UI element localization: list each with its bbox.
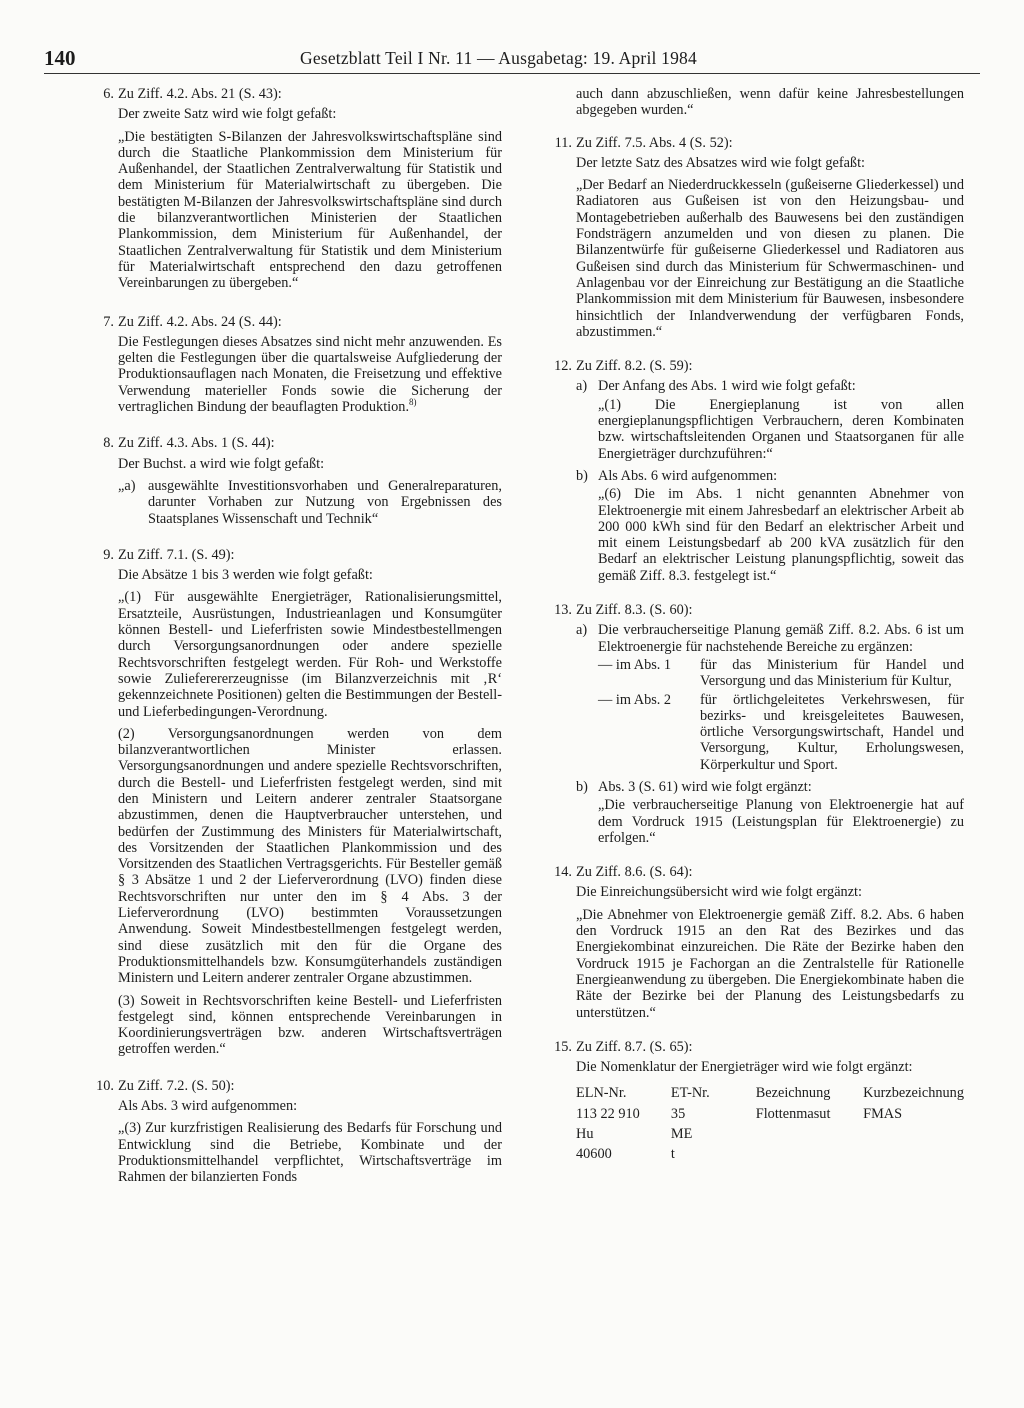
item-15 (548, 1039, 964, 1165)
item-intro: Der letzte Satz des Absatzes wird wie folgt gefaßt: (576, 154, 866, 171)
running-title: Gesetzblatt Teil I Nr. 11 — Ausgabetag: 19. April 1984 (300, 48, 697, 68)
item-heading: Zu Ziff. 8.3. (S. 60): (576, 602, 693, 619)
cell-et: 35 (670, 1105, 686, 1122)
col-header-eln: ELN-Nr. (576, 1085, 627, 1102)
cell-me: t (670, 1146, 675, 1163)
cell-eln: 113 22 910 (576, 1105, 640, 1122)
item-number: 6. (103, 86, 114, 102)
item-heading: Zu Ziff. 8.7. (S. 65): (576, 1038, 693, 1055)
item-heading: Zu Ziff. 7.5. Abs. 4 (S. 52): (576, 134, 733, 151)
item-9 (90, 547, 502, 1058)
subpoint-body (598, 779, 964, 846)
item-text-body: Die Festlegungen dieses Absatzes sind nicht mehr anzuwenden. Es gelten die Festlegungen über die quartalsweise Aufgliederung der Produktionsauflagen nach Monaten, die Freisetzung und effektive Verwendung materieller Fonds sowie die Sicherung der vertraglichen Bindung der beauflagten Produktion. (118, 333, 502, 416)
item-heading: Zu Ziff. 7.2. (S. 50): (118, 1077, 235, 1094)
left-column (90, 86, 502, 1202)
item-subpoint-a (118, 478, 502, 527)
subpoint-body (598, 622, 964, 773)
subpoint-quote: „Die verbraucherseitige Planung von Elektroenergie hat auf dem Vordruck 1915 (Leistungsplan für Elektroenergie) zu erfolgen.“ (598, 797, 964, 846)
item-paragraph-1: „(1) Für ausgewählte Energieträger, Rationalisierungsmittel, Ersatzteile, Ausrüstungen, Industrieanlagen und Konsumgüter können Bestell- und Lieferfristen sowie Mindestbestellmengen durch Versorgungsanordnungen oder andere spezielle Rechtsvorschriften festgelegt werden. Für Roh- und Werkstoffe sowie Zulieferererzeugnisse (im Bilanzverzeichnis mit ‚R‘ gekennzeichnete Positionen) gelten die Bestimmungen der Bestell- und Lieferbedingungen-Verordnung. (118, 589, 502, 720)
item-heading: Zu Ziff. 4.3. Abs. 1 (S. 44): (118, 435, 275, 452)
subpoint-quote: „(6) Die im Abs. 1 nicht genannten Abnehmer von Elektroenergie mit einem Jahresbedarf an elektrischer Arbeit ab 200 000 kWh sind für den Bedarf an elektrischer Arbeit und mit einem Leistungsbedarf ab 200 kVA zusätzlich für den Bedarf an elektrischer Leistung planungspflichtig, soweit das gemäß Ziff. 8.3. festgelegt ist.“ (598, 486, 964, 584)
table-row (576, 1104, 964, 1124)
dash-label: — im Abs. 1 (598, 656, 672, 673)
item-14 (548, 864, 964, 1021)
item-number: 9. (103, 546, 114, 563)
item-intro: Der zweite Satz wird wie folgt gefaßt: (118, 106, 337, 123)
item-paragraph-3: (3) Soweit in Rechtsvorschriften keine Bestell- und Lieferfristen festgelegt sind, können entsprechende Vereinbarungen in Koordinierungsverträgen bzw. anderen Wirtschaftsverträgen getroffen werden.“ (118, 992, 502, 1058)
item-number: 14. (554, 864, 572, 881)
subpoint-intro: Abs. 3 (S. 61) wird wie folgt ergänzt: (598, 778, 812, 795)
item-11 (548, 135, 964, 341)
item-8 (90, 435, 502, 526)
item-paragraph-2: (2) Versorgungsanordnungen werden von dem bilanzverantwortlichen Minister erlassen. Versorgungsanordnungen und andere spezielle Rechtsvorschriften, durch die Bestell- und Lieferfristen festgelegt werden, sind mit den Ministern und Leitern anderer zentraler Staatsorgane abzustimmen, denen die Hauptverbraucher unterstehen, und bedürfen der Zustimmung des Ministers für Materialwirtschaft, des Vorsitzenden der Staatlichen Plankommission und des Vorsitzenden des Staatlichen Vertragsgerichts. Für Besteller gemäß § 3 Absätze 1 und 2 der Lieferverordnung (LVO) finden diese Rechtsvorschriften nur unter den im § 4 Abs. 3 der Lieferverordnung (LVO) bestimmten Voraussetzungen Anwendung. Soweit Mindestbestellmengen festgelegt werden, sind diese zusätzlich mit den für die Organe des Produktionsmittelhandels bzw. Konsumgüterhandels zuständigen Ministern und Leitern anderer zentraler Organe abzustimmen. (118, 725, 502, 987)
col-header-me: ME (670, 1126, 693, 1143)
item-text (118, 334, 502, 415)
item-10-continuation (548, 86, 964, 119)
item-intro: Die Nomenklatur der Energieträger wird wie folgt ergänzt: (576, 1059, 913, 1076)
col-header-et: ET-Nr. (670, 1085, 710, 1102)
col-header-hu: Hu (576, 1126, 594, 1143)
item-intro: Die Einreichungsübersicht wird wie folgt ergänzt: (576, 884, 862, 901)
dash-text: für örtlichgeleitetes Verkehrswesen, für bezirks- und kreisgeleitetes Bauwesen, örtliche Versorgungswirtschaft, Handel und Versorgung, Kultur, Erholungswesen, Körperkultur und Sport. (700, 691, 964, 773)
cell-bezeichnung: Flottenmasut (755, 1105, 831, 1122)
item-10 (90, 1078, 502, 1186)
item-number: 7. (103, 313, 114, 330)
item-quote: „Die Abnehmer von Elektroenergie gemäß Ziff. 8.2. Abs. 6 haben den Vordruck 1915 an den Rat des Bezirkes und das Energiekombinat einzureichen. Die Räte der Bezirke haben den Vordruck 1915 je Fachorgan an die Zentralstelle für Rationelle Energieanwendung zu übergeben. Die Energiekombinate haben die Räte der Bezirke bei der Planung des Leistungsbedarfs zu unterstützen.“ (576, 906, 964, 1021)
page-header (0, 40, 1024, 74)
item-subpoint-b (576, 779, 964, 846)
item-intro: Die Absätze 1 bis 3 werden wie folgt gefaßt: (118, 567, 373, 584)
table-header-row (576, 1083, 964, 1103)
cell-kurzbezeichnung: FMAS (863, 1105, 903, 1122)
dash-text: für das Ministerium für Handel und Versorgung und das Ministerium für Kultur, (700, 656, 964, 690)
item-quote-continued: auch dann abzuschließen, wenn dafür keine Jahresbestellungen abgegeben wurden.“ (576, 86, 964, 119)
subpoint-quote: „(1) Die Energieplanung ist von allen energieplanungspflichtigen Verbrauchern, deren Kombinaten bzw. wirtschaftsleitenden Organen und Staatsorganen für alle Energieträger durchzuführen:“ (598, 396, 964, 462)
item-heading: Zu Ziff. 8.2. (S. 59): (576, 358, 693, 375)
item-intro: Als Abs. 3 wird aufgenommen: (118, 1098, 298, 1115)
item-quote: „Die bestätigten S-Bilanzen der Jahresvolkswirtschaftspläne sind durch die Staatliche Plankommission dem Ministerium für Außenhandel, der Staatlichen Zentralverwaltung für Statistik und dem Ministerium für Materialwirtschaft zu übergeben. Die bestätigten M-Bilanzen der Jahresvolkswirtschaftspläne sind durch die bilanzverantwortlichen Ministerien der Staatlichen Plankommission, dem Ministerium für Außenhandel, der Staatlichen Zentralverwaltung für Statistik und dem Ministerium für Materialwirtschaft entsprechend den dazu getroffenen Vereinbarungen zu übergeben.“ (118, 128, 502, 292)
subpoint-body (598, 468, 964, 584)
subpoint-letter: a) (576, 378, 588, 395)
right-column (548, 86, 964, 1181)
subpoint-intro: Als Abs. 6 wird aufgenommen: (598, 467, 778, 484)
col-header-bezeichnung: Bezeichnung (755, 1085, 831, 1102)
subpoint-letter: b) (576, 467, 588, 484)
item-number: 10. (96, 1077, 114, 1094)
cell-hu: 40600 (576, 1146, 612, 1163)
item-number: 11. (554, 134, 572, 151)
item-7 (90, 314, 502, 416)
item-heading: Zu Ziff. 4.2. Abs. 24 (S. 44): (118, 313, 282, 330)
dash-item-abs-1 (598, 657, 964, 690)
item-subpoint-a (576, 622, 964, 773)
dash-label: — im Abs. 2 (598, 691, 672, 708)
item-heading: Zu Ziff. 4.2. Abs. 21 (S. 43): (118, 86, 282, 102)
item-intro: Der Buchst. a wird wie folgt gefaßt: (118, 455, 325, 472)
table-header-row-2 (576, 1124, 964, 1144)
subpoint-letter: a) (576, 622, 588, 639)
dash-item-abs-2 (598, 692, 964, 773)
item-subpoint-a (576, 378, 964, 461)
subpoint-intro: Der Anfang des Abs. 1 wird wie folgt gefaßt: (598, 378, 856, 395)
subpoint-body (598, 378, 964, 461)
item-13 (548, 602, 964, 846)
item-number: 15. (554, 1038, 572, 1055)
footnote-mark: 8) (409, 397, 417, 408)
item-heading: Zu Ziff. 7.1. (S. 49): (118, 546, 235, 563)
item-quote: „(3) Zur kurzfristigen Realisierung des Bedarfs für Forschung und Entwicklung sind die Betriebe, Kombinate und der Produktionsmittelhandel verpflichtet, Wirtschaftsverträge im Rahmen der bilanzierten Fonds (118, 1120, 502, 1186)
energy-carrier-table (576, 1083, 964, 1164)
subpoint-letter: b) (576, 778, 588, 795)
item-number: 12. (554, 358, 572, 375)
subpoint-text: Die verbraucherseitige Planung gemäß Ziff. 8.2. Abs. 6 ist um Elektroenergie für nachstehende Bereiche zu ergänzen: (598, 622, 964, 655)
item-6 (90, 86, 502, 292)
item-12 (548, 358, 964, 584)
subpoint-text: ausgewählte Investitionsvorhaben und Generalreparaturen, darunter Vorhaben zur Nutzung von Ergebnissen des Staatsplanes Wissenschaft und Technik“ (148, 477, 502, 527)
header-rule (44, 73, 980, 74)
item-quote: „Der Bedarf an Niederdruckkesseln (gußeiserne Gliederkessel) und Radiatoren aus Gußeisen ist von den Heizungsbau- und Montagebetrieben außerhalb des Bauwesens bei den zuständigen Fondsträgern anzumelden und von diesen zu planen. Die Bilanzentwürfe für gußeiserne Gliederkessel und Radiatoren aus Gußeisen sind durch das Ministerium für Schwermaschinen- und Anlagenbau vor der Einreichung zur Bestätigung an die Staatliche Plankommission mit dem Ministerium für Bauwesen, insbesondere hinsichtlich der Inlandverwendung der verfügbaren Fonds, abzustimmen.“ (576, 177, 964, 340)
item-subpoint-b (576, 468, 964, 584)
item-number: 8. (103, 435, 114, 452)
col-header-kurzbezeichnung: Kurzbezeichnung (863, 1085, 964, 1102)
item-number: 13. (554, 602, 572, 619)
page-number: 140 (44, 46, 76, 70)
item-heading: Zu Ziff. 8.6. (S. 64): (576, 864, 693, 881)
subpoint-letter: „a) (118, 477, 136, 494)
table-row (576, 1144, 964, 1164)
